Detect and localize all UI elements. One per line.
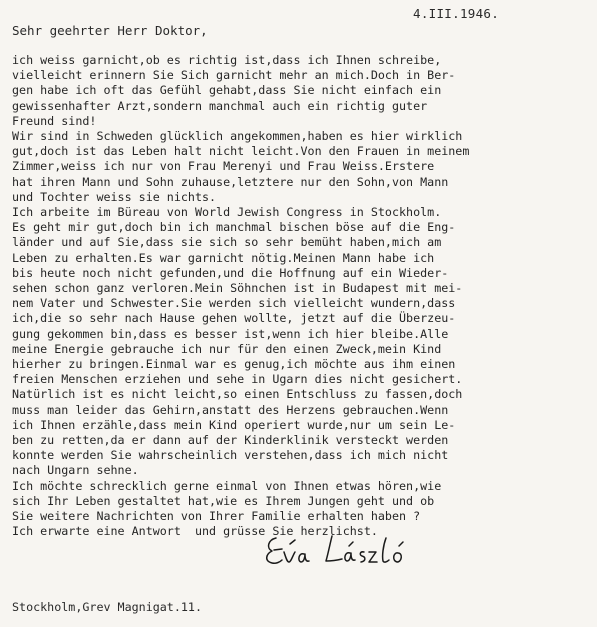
body-line: nach Ungarn sehne. — [12, 463, 139, 478]
body-line: gen habe ich oft das Gefühl gehabt,dass Sie nicht einfach ein — [12, 83, 442, 98]
handwritten-signature — [262, 528, 432, 568]
body-line: bis heute noch nicht gefunden,und die Hoffnung auf ein Wieder- — [12, 265, 449, 280]
body-line: Leben zu erhalten.Es war garnicht nötig.Meinen Mann habe ich — [12, 250, 435, 265]
body-line: gung gekommen bin,dass es besser ist,wenn ich hier bleibe.Alle — [12, 326, 449, 341]
body-line: konnte werden Sie wahrscheinlich verstehen,dass ich mich nicht — [12, 448, 449, 463]
body-line: ich weiss garnicht,ob es richtig ist,dass ich Ihnen schreibe, — [12, 53, 442, 67]
letter-salutation: Sehr geehrter Herr Doktor, — [12, 23, 208, 38]
body-line: nem Vater und Schwester.Sie werden sich vielleicht wundern,dass — [12, 296, 456, 311]
body-line: sehen schon ganz verloren.Mein Söhnchen ist in Budapest mit mei- — [12, 281, 463, 296]
body-line: Es geht mir gut,doch bin ich manchmal bischen böse auf die Eng- — [12, 220, 456, 235]
body-line: Zimmer,weiss ich nur von Frau Merenyi und Frau Weiss.Erstere — [12, 159, 435, 174]
body-line: sich Ihr Leben gestaltet hat,wie es Ihrem Jungen geht und ob — [12, 493, 435, 508]
sender-address: Stockholm,Grev Magnigat.11. — [12, 600, 202, 614]
body-line: meine Energie gebrauche ich nur für den einen Zweck,mein Kind — [12, 341, 442, 356]
body-line: muss man leider das Gehirn,anstatt des Herzens gebrauchen.Wenn — [12, 402, 449, 417]
body-line: Ich arbeite im Büreau von World Jewish Congress in Stockholm. — [12, 205, 442, 220]
body-line: ich Ihnen erzähle,dass mein Kind operiert wurde,nur um sein Le- — [12, 417, 456, 432]
body-line: Ich erwarte eine Antwort und grüsse Sie herzlichst. — [12, 524, 378, 539]
body-line: Ich möchte schrecklich gerne einmal von Ihnen etwas hören,wie — [12, 478, 442, 493]
body-line: hierher zu bringen.Einmal war es genug,ich möchte aus ihm einen — [12, 357, 456, 372]
body-line: Freund sind! — [12, 113, 97, 128]
body-line: länder und auf Sie,dass sie sich so sehr bemüht haben,mich am — [12, 235, 442, 250]
body-line: Natürlich ist es nicht leicht,so einen Entschluss zu fassen,doch — [12, 387, 463, 402]
body-line: und Tochter weiss sie nichts. — [12, 189, 217, 204]
body-line: gewissenhafter Arzt,sondern manchmal auch ein richtig guter — [12, 98, 428, 113]
body-line: vielleicht erinnern Sie Sich garnicht mehr an mich.Doch in Ber- — [12, 68, 456, 83]
body-line: hat ihren Mann und Sohn zuhause,letztere nur den Sohn,von Mann — [12, 174, 449, 189]
body-line: Wir sind in Schweden glücklich angekommen,haben es hier wirklich — [12, 129, 463, 144]
body-line: freien Menschen erziehen und sehe in Ugarn dies nicht gesichert. — [12, 372, 463, 387]
body-line: gut,doch ist das Leben halt nicht leicht.Von den Frauen in meinem — [12, 144, 470, 159]
body-line: Sie weitere Nachrichten von Ihrer Familie erhalten haben ? — [12, 509, 421, 524]
letter-body — [12, 53, 587, 540]
body-line: ich,die so sehr nach Hause gehen wollte, jetzt auf die Überzeu- — [12, 311, 456, 326]
letter-date: 4.III.1946. — [413, 6, 500, 21]
body-line: ben zu retten,da er dann auf der Kinderklinik versteckt werden — [12, 433, 449, 448]
